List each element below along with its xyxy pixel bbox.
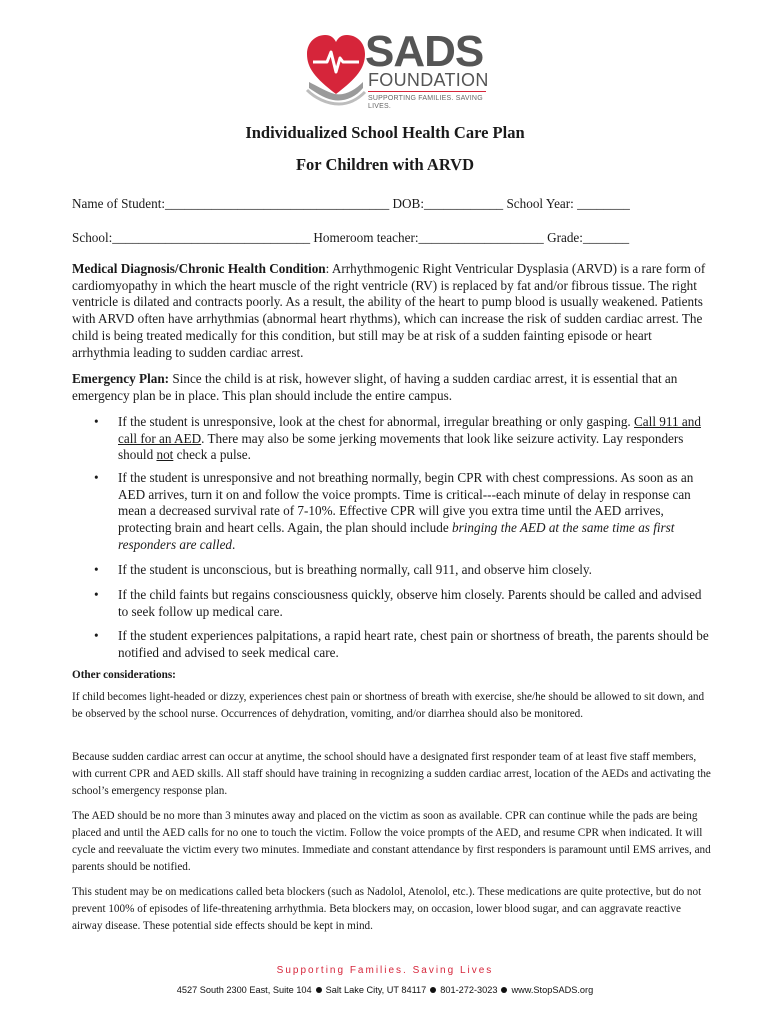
logo-wordmark: SADS xyxy=(365,27,484,76)
diagnosis-heading: Medical Diagnosis/Chronic Health Condition xyxy=(72,261,326,276)
school-info-line: School:______________________________ Homeroom teacher:___________________ Grade:_______ xyxy=(72,230,630,245)
footer-street: 4527 South 2300 East, Suite 104 xyxy=(176,985,312,995)
footer-city: Salt Lake City, UT 84117 xyxy=(325,985,427,995)
diagnosis-text: : Arrhythmogenic Right Ventricular Dysplasia (ARVD) is a rare form of cardiomyopathy in which the heart muscle of the right ventricle (RV) is replaced by fat and/or fibrous tissue. The right ventricle is dilated and contracts poorly. As a result, the ability of the heart to pump blood is usually weakened. Patients with ARVD often have arrhythmias (abnormal heart rhythms), which can increase the risk of sudden cardiac arrest. The child is being treated medically for this condition, but still may be at risk of a sudden fainting episode or heart arrhythmia leading to sudden cardiac arrest. xyxy=(72,261,706,360)
logo-divider xyxy=(368,91,486,92)
bullet-separator-icon xyxy=(316,987,322,993)
bullet-text: If the student is unresponsive and not breathing normally, begin CPR with chest compressions. As soon as an AED arrives, turn it on and follow the voice prompts. Time is critical---each minute of delay in response can mean a decreased survival rate of 7-10%. Effective CPR will give you extra time until the AED arrives, protecting brain and heart cells. Again, the plan should include bringing the AED at the same time as first responders are called. xyxy=(118,470,694,552)
heart-hands-icon xyxy=(305,32,367,106)
bullet-text: If the student is unresponsive, look at the chest for abnormal, irregular breathing or only gasping. Call 911 and call for an AED. There may also be some jerking movements that look like seizure activity. Lay responders should not check a pulse. xyxy=(118,414,701,463)
other-paragraph-4: This student may be on medications called beta blockers (such as Nadolol, Atenolol, etc.). These medications are quite protective, but do not prevent 100% of episodes of life-threatening arrhythmia. Beta blockers may, on occasion, lower blood sugar, and can aggravate reactive airway disease. These potential side effects should be kept in mind. xyxy=(72,886,702,932)
other-paragraph-2: Because sudden cardiac arrest can occur at anytime, the school should have a designated first responder team of at least five staff members, with current CPR and AED skills. All staff should have training in recognizing a sudden cardiac arrest, location of the AEDs and activating the school’s emergency response plan. xyxy=(72,751,711,797)
document-subtitle: For Children with ARVD xyxy=(295,155,475,174)
other-considerations-heading: Other considerations: xyxy=(72,669,176,681)
bullet-dot: • xyxy=(94,628,99,643)
bullet-text: If the child faints but regains consciousness quickly, observe him closely. Parents should be called and advised to seek follow up medical care. xyxy=(118,587,702,619)
bullet-dot: • xyxy=(94,562,99,577)
emergency-text: Since the child is at risk, however slight, of having a sudden cardiac arrest, it is essential that an emergency plan be in place. This plan should include the entire campus. xyxy=(72,371,678,403)
bullet-dot: • xyxy=(94,470,99,485)
bullet-separator-icon xyxy=(430,987,436,993)
document-title: Individualized School Health Care Plan xyxy=(245,123,525,142)
emergency-paragraph xyxy=(72,371,712,404)
footer-tagline: Supporting Families. Saving Lives xyxy=(276,965,494,976)
student-info-line: Name of Student:__________________________________ DOB:____________ School Year: ________ xyxy=(72,196,630,211)
footer-address xyxy=(0,985,770,995)
logo-tagline: SUPPORTING FAMILIES. SAVING LIVES. xyxy=(368,95,483,110)
other-paragraph-3: The AED should be no more than 3 minutes away and placed on the victim as soon as available. CPR can continue while the pads are being placed and until the AED calls for no one to touch the victim. Follow the voice prompts of the AED, and resume CPR when indicated. It will cycle and reevaluate the victim every two minutes. Immediate and constant attendance by first responders is paramount until EMS arrives, and parents should be notified. xyxy=(72,810,711,873)
logo-subtitle: FOUNDATION xyxy=(368,70,489,90)
bullet-text: If the student is unconscious, but is breathing normally, call 911, and observe him closely. xyxy=(118,562,592,577)
emergency-heading: Emergency Plan: xyxy=(72,371,170,386)
sads-foundation-logo xyxy=(305,28,490,108)
bullet-dot: • xyxy=(94,587,99,602)
bullet-separator-icon xyxy=(501,987,507,993)
bullet-text: If the student experiences palpitations, a rapid heart rate, chest pain or shortness of breath, the parents should be notified and advised to seek medical care. xyxy=(118,628,709,660)
footer-phone: 801-272-3023 xyxy=(440,985,498,995)
footer-website: www.StopSADS.org xyxy=(511,985,594,995)
bullet-dot: • xyxy=(94,414,99,429)
diagnosis-paragraph xyxy=(72,261,712,361)
other-paragraph-1: If child becomes light-headed or dizzy, experiences chest pain or shortness of breath with exercise, she/he should be allowed to sit down, and be observed by the school nurse. Occurrences of dehydration, vomiting, and/or diarrhea should also be monitored. xyxy=(72,691,705,720)
